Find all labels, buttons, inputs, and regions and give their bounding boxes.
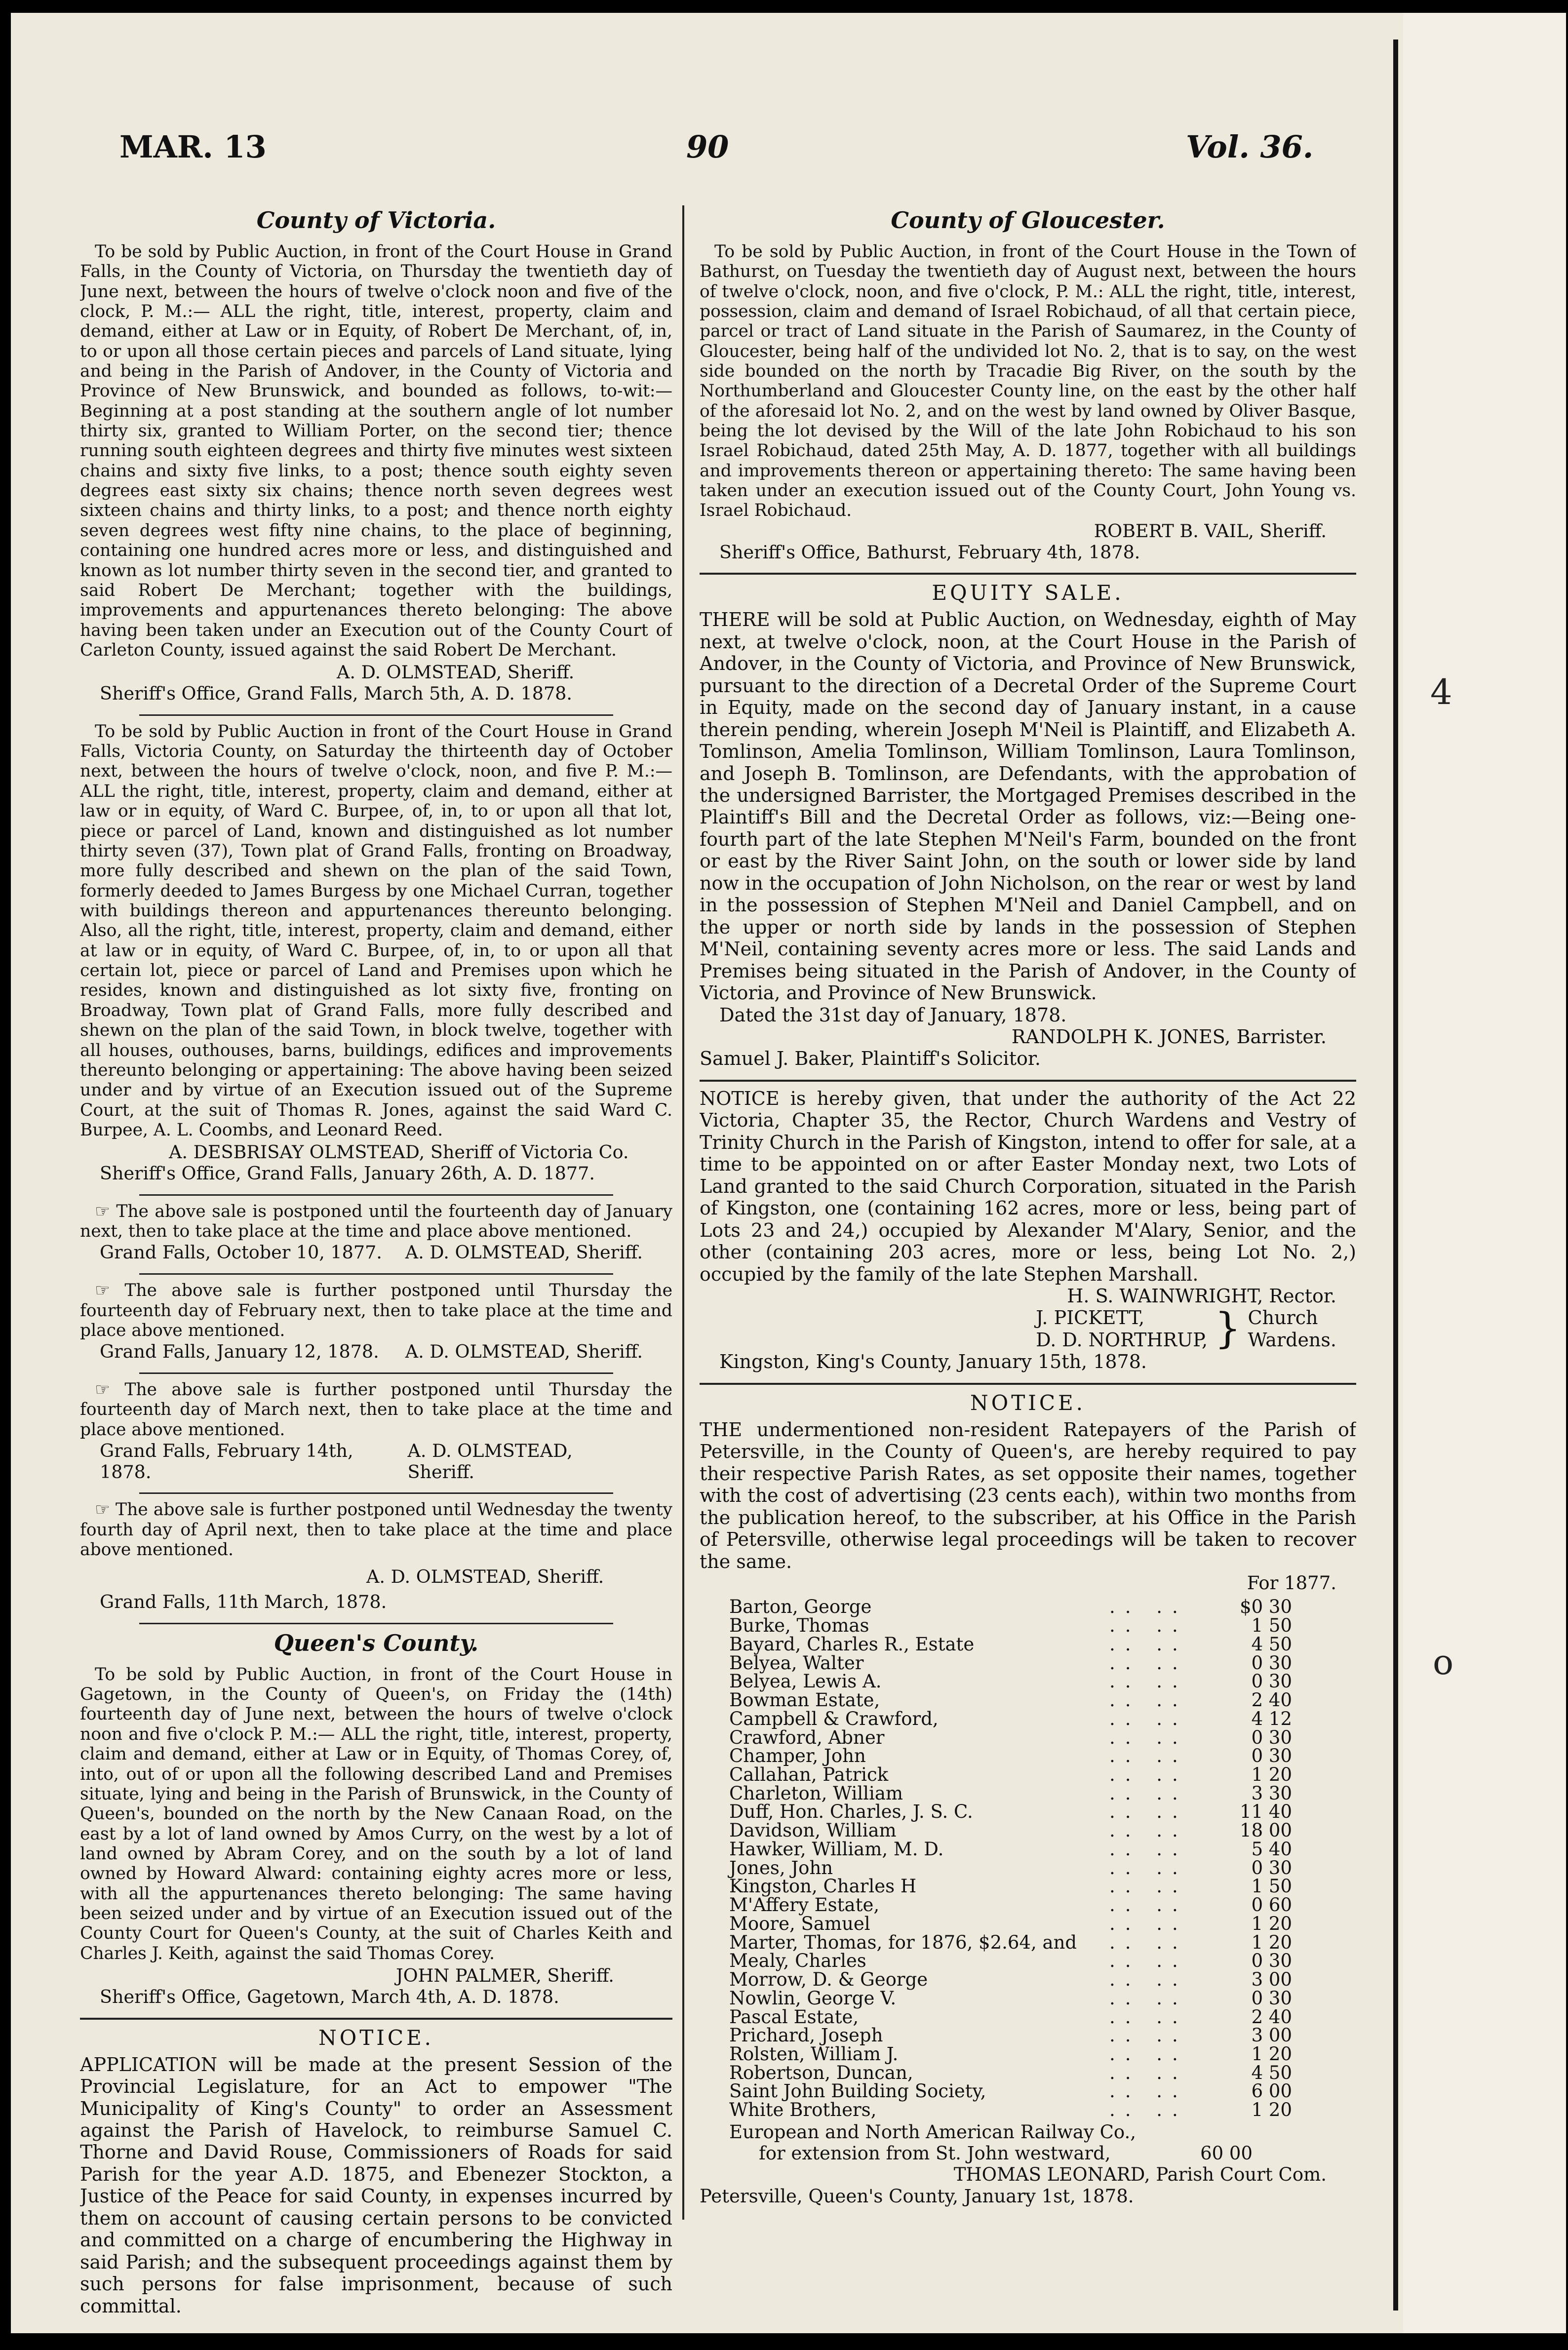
ratepayer-row — [729, 1691, 1292, 1710]
ratepayer-name: Bowman Estate, — [729, 1689, 880, 1711]
sheriff-signature: A. D. OLMSTEAD, Sheriff. — [366, 1566, 604, 1588]
rate-amount: 3 00 — [1251, 2025, 1292, 2046]
rule — [700, 1080, 1356, 1082]
queens-notice — [80, 1665, 672, 2008]
ratepayer-name: Charleton, William — [729, 1782, 903, 1804]
rates-year: For 1877. — [1247, 1572, 1336, 1594]
ratepayer-name: Pascal Estate, — [729, 2006, 859, 2028]
ratepayer-name: Moore, Samuel — [729, 1913, 870, 1934]
leader-dots: .. .. — [1109, 1763, 1188, 1785]
leader-dots: .. .. — [1109, 2006, 1188, 2028]
ratepayer-row — [729, 2026, 1292, 2045]
ratepayer-name: Champer, John — [729, 1745, 866, 1767]
rule — [700, 573, 1356, 575]
rate-amount: 3 00 — [1251, 1969, 1292, 1991]
ratepayer-row — [729, 1616, 1292, 1635]
commissioner-signature: THOMAS LEONARD, Parish Court Com. — [953, 2164, 1327, 2186]
ratepayer-name: M'Affery Estate, — [729, 1894, 880, 1916]
newspaper-page — [11, 13, 1403, 2333]
rate-amount: 0 30 — [1251, 1671, 1292, 1692]
rate-amount: 4 12 — [1251, 1708, 1292, 1729]
ratepayer-row — [729, 1933, 1292, 1952]
sheriff-signature: A. D. OLMSTEAD, Sheriff. — [337, 662, 575, 683]
page-margin — [1403, 13, 1566, 2333]
ratepayer-row — [729, 1896, 1292, 1915]
ratepayer-row — [729, 2082, 1292, 2101]
leader-dots: .. .. — [1109, 1857, 1188, 1879]
margin-rule — [1393, 39, 1398, 2311]
ratepayer-row — [729, 1635, 1292, 1654]
ratepayer-name: Prichard, Joseph — [729, 2025, 883, 2046]
trinity-text: NOTICE is hereby given, that under the authority of the Act 22 Victoria, Chapter 35, the Rector, Church Wardens and Vestry of Trinity Church in the Parish of Kingston, intend to offer for sale, at a time to be appointed on or after Easter Monday next, two Lots of Land granted to the said Church Corporation, situated in the Parish of Kingston, one (containing 162 acres, more or less, being part of Lots 23 and 24,) occupied by Alexander M'Alary, Senior, and the other (containing 203 acres, more or less, being Lot No. 2,) occupied by the family of the late Stephen Marshall. — [700, 1087, 1356, 1285]
ratepayer-row — [729, 1710, 1292, 1728]
postponement-4 — [80, 1500, 672, 1612]
sheriff-signature: A. D. OLMSTEAD, Sheriff. — [405, 1341, 643, 1363]
leader-dots: .. .. — [1109, 2080, 1188, 2102]
queens-title: Queen's County. — [274, 1629, 479, 1656]
ratepayer-name: Davidson, William — [729, 1820, 897, 1841]
trinity-notice — [700, 1088, 1356, 1373]
ratepayer-name: Mealy, Charles — [729, 1950, 866, 1972]
victoria-title: County of Victoria. — [256, 207, 496, 234]
leader-dots: .. .. — [1109, 1726, 1188, 1748]
rate-amount: 4 50 — [1251, 1633, 1292, 1655]
ratepayer-row — [729, 2101, 1292, 2119]
barrister-signature: RANDOLPH K. JONES, Barrister. — [1011, 1025, 1327, 1048]
place-date: Grand Falls, January 12, 1878. — [100, 1341, 379, 1363]
leader-dots: .. .. — [1109, 1633, 1188, 1655]
ratepayer-name: Hawker, William, M. D. — [729, 1838, 944, 1860]
ratepayer-name: Callahan, Patrick — [729, 1763, 889, 1785]
havelock-text: APPLICATION will be made at the present Session of the Provincial Legislature, for an Act to empower "The Municipality of King's County" to order an Assessment against the Parish of Havelock, to reimburse Samuel C. Thorne and David Rouse, Commissioners of Roads for said Parish for the year A.D. 1875, and Ebenezer Stockton, a Justice of the Peace for said County, in expenses incurred by them on account of causing certain persons to be convicted and committed on a charge of encumbering the Highway in said Parish; and the subsequent proceedings against them by such persons for false imprisonment, because of such committal. — [80, 2053, 672, 2317]
leader-dots: .. .. — [1109, 1876, 1188, 1897]
leader-dots: .. .. — [1109, 1931, 1188, 1953]
ratepayer-row — [729, 1784, 1292, 1803]
rate-amount: 2 40 — [1251, 1689, 1292, 1711]
warden-signature: J. PICKETT, — [1036, 1307, 1145, 1329]
railway-amount: 60 00 — [1200, 2143, 1253, 2164]
sheriff-signature: A. DESBRISAY OLMSTEAD, Sheriff of Victoria Co. — [169, 1141, 629, 1163]
rate-amount: 0 30 — [1251, 1745, 1292, 1767]
leader-dots: .. .. — [1109, 1913, 1188, 1934]
ratepayer-row — [729, 1598, 1292, 1616]
rate-amount: 0 60 — [1251, 1894, 1292, 1916]
ratepayer-row — [729, 1840, 1292, 1859]
rule — [700, 1383, 1356, 1385]
leader-dots: .. .. — [1109, 1820, 1188, 1841]
ratepayer-name: Campbell & Crawford, — [729, 1708, 939, 1729]
left-column — [80, 205, 672, 2328]
solicitor-signature: Samuel J. Baker, Plaintiff's Solicitor. — [700, 1048, 1041, 1070]
ratepayer-name: Jones, John — [729, 1857, 833, 1879]
leader-dots: .. .. — [1109, 1708, 1188, 1729]
rule — [139, 1273, 613, 1275]
page-number: 90 — [686, 129, 729, 165]
rate-amount: 1 20 — [1251, 1913, 1292, 1934]
ratepayer-row — [729, 1654, 1292, 1673]
ratepayer-row — [729, 1747, 1292, 1765]
rate-amount: 11 40 — [1240, 1801, 1292, 1823]
leader-dots: .. .. — [1109, 1801, 1188, 1823]
equity-title: EQUITY SALE. — [932, 581, 1124, 605]
leader-dots: .. .. — [1109, 2025, 1188, 2046]
ratepayer-name: Burke, Thomas — [729, 1615, 869, 1637]
rule — [80, 2018, 672, 2020]
railway-line-2: for extension from St. John westward, — [759, 2143, 1111, 2164]
ratepayer-row — [729, 1821, 1292, 1840]
notice-text: To be sold by Public Auction, in front of the Court House in Grand Falls, in the County of Victoria, on Thursday the twentieth day of June next, between the hours of twelve o'clock noon and five of the clock, P. M.:— ALL the right, title, interest, property, claim and demand, either at Law or in Equity, of Robert De Merchant, of, in, to or upon all those certain pieces and parcels of Land situate, lying and being in the Parish of Andover, in the County of Victoria and Province of New Brunswick, and bounded as follows, to-wit:—Beginning at a post standing at the southern angle of lot number thirty six, granted to William Porter, on the second tier; thence running south eighteen degrees and thirty five minutes west sixteen chains and sixty five links, to a post; thence south eighty seven degrees east sixty six chains; thence north seven degrees west sixteen chains and thirty links, to a post; and thence north eighty seven degrees west fifty nine chains, to the place of beginning, containing one hundred acres more or less, and distinguished and known as lot number thirty seven in the second tier, and granted to said Robert De Merchant; together with the buildings, improvements and appurtenances thereto belonging: The above having been taken under an Execution out of the County Court of Carleton County, issued against the said Robert De Merchant. — [80, 241, 672, 660]
postponement-3 — [80, 1380, 672, 1483]
railway-line: European and North American Railway Co., — [729, 2121, 1137, 2143]
leader-dots: .. .. — [1109, 1745, 1188, 1767]
ratepayer-name: Marter, Thomas, for 1876, $2.64, and — [729, 1931, 1077, 1953]
handwritten-mark: o — [1433, 1642, 1454, 1683]
ratepayer-name: Belyea, Lewis A. — [729, 1671, 882, 1692]
rule — [139, 1372, 613, 1374]
rule — [139, 1623, 613, 1624]
leader-dots: .. .. — [1109, 1671, 1188, 1692]
equity-text: THERE will be sold at Public Auction, on Wednesday, eighth of May next, at twelve o'clock, noon, at the Court House in the Parish of Andover, in the County of Victoria, and Province of New Brunswick, pursuant to the direction of a Decretal Order of the Supreme Court in Equity, made on the second day of January instant, in a cause therein pending, wherein Joseph M'Neil is Plaintiff, and Elizabeth A. Tomlinson, Amelia Tomlinson, William Tomlinson, Laura Tomlinson, and Joseph B. Tomlinson, are Defendants, with the approbation of the undersigned Barrister, the Mortgaged Premises described in the Plaintiff's Bill and the Decretal Order as follows, viz:—Being one-fourth part of the late Stephen M'Neil's Farm, bounded on the front or east by the River Saint John, on the south or lower side by land now in the occupation of John Nicholson, on the rear or west by land in the possession of Stephen M'Neil and Daniel Campbell, and on the upper or north side by lands in the possession of Stephen M'Neil, containing seventy acres more or less. The said Lands and Premises being situated in the Parish of Andover, in the County of Victoria, and Province of New Brunswick. — [700, 609, 1356, 1004]
ratepayer-row — [729, 1802, 1292, 1821]
warden-role: Wardens. — [1248, 1329, 1336, 1351]
rate-amount: 3 30 — [1251, 1782, 1292, 1804]
postponement-text: ☞ The above sale is further postponed until Thursday the fourteenth day of March next, then to take place at the time and place above mentioned. — [80, 1379, 672, 1440]
warden-signature: D. D. NORTHRUP, — [1036, 1329, 1208, 1351]
victoria-notice-1 — [80, 242, 672, 705]
leader-dots: .. .. — [1109, 1987, 1188, 2009]
ratepayers-table — [729, 1598, 1292, 2119]
rate-amount: 5 40 — [1251, 1838, 1292, 1860]
notice-text: To be sold by Public Auction, in front of the Court House in Gagetown, in the County of Queen's, on Friday the (14th) fourteenth day of June next, between the hours of twelve o'clock noon and five o'clock P. M.:— ALL the right, title, interest, property, claim and demand, either at Law or in Equity, of Thomas Corey, of, into, out of or upon all the following described Land and Premises situate, lying and being in the Parish of Brunswick, in the County of Queen's, bounded on the north by the New Canaan Road, on the east by a lot of land owned by Amos Curry, on the west by a lot of land owned by Abram Corey, and on the south by a lot of land owned by Howard Alward: containing eighty acres more or less, with all the appurtenances thereto belonging: The same having been seized under and by virtue of an Execution issued out of the County Court for Queen's County, at the suit of Charles Keith and Charles J. Keith, against the said Thomas Corey. — [80, 1664, 672, 1963]
rate-amount: 0 30 — [1251, 1857, 1292, 1879]
rate-amount: 1 20 — [1251, 2043, 1292, 2065]
sheriff-office: Sheriff's Office, Gagetown, March 4th, A. D. 1878. — [100, 1986, 559, 2007]
ratepayer-name: Bayard, Charles R., Estate — [729, 1633, 975, 1655]
equity-dated: Dated the 31st day of January, 1878. — [719, 1004, 1067, 1026]
column-divider — [682, 205, 684, 2220]
leader-dots: .. .. — [1109, 2043, 1188, 2065]
sheriff-signature: A. D. OLMSTEAD, Sheriff. — [405, 1242, 643, 1263]
leader-dots: .. .. — [1109, 1950, 1188, 1972]
ratepayer-name: Belyea, Walter — [729, 1652, 864, 1674]
ratepayer-name: Saint John Building Society, — [729, 2080, 986, 2102]
volume-number: Vol. 36. — [1186, 129, 1314, 165]
leader-dots: .. .. — [1109, 1782, 1188, 1804]
trinity-place: Kingston, King's County, January 15th, 1878. — [719, 1351, 1147, 1373]
ratepayer-row — [729, 2045, 1292, 2064]
ratepayer-name: Kingston, Charles H — [729, 1876, 917, 1897]
rate-amount: 1 20 — [1251, 2099, 1292, 2121]
rate-amount: 0 30 — [1251, 1950, 1292, 1972]
postponement-text: ☞ The above sale is further postponed until Wednesday the twenty fourth day of April next, then to take place at the time and place above mentioned. — [80, 1500, 672, 1560]
ratepayer-row — [729, 1915, 1292, 1933]
ratepayer-name: Rolsten, William J. — [729, 2043, 899, 2065]
rate-amount: 1 20 — [1251, 1931, 1292, 1953]
ratepayer-name: White Brothers, — [729, 2099, 877, 2121]
postponement-text: ☞ The above sale is postponed until the fourteenth day of January next, then to take place at the time and place above mentioned. — [80, 1201, 672, 1242]
handwritten-mark: 4 — [1430, 672, 1452, 712]
victoria-notice-2 — [80, 722, 672, 1184]
sheriff-office: Sheriff's Office, Bathurst, February 4th, 1878. — [719, 541, 1140, 563]
ratepayer-row — [729, 1765, 1292, 1784]
ratepayer-row — [729, 1672, 1292, 1691]
notice-text: To be sold by Public Auction, in front of the Court House in the Town of Bathurst, on Tuesday the twentieth day of August next, between the hours of twelve o'clock, noon, and five o'clock, P. M.: ALL the right, title, interest, possession, claim and demand of Israel Robichaud, of all that certain piece, parcel or tract of Land situate in the Parish of Saumarez, in the County of Gloucester, being half of the undivided lot No. 2, that is to say, on the west side bounded on the north by Tracadie Big River, on the south by the Northumberland and Gloucester County line, on the east by the other half of the aforesaid lot No. 2, and on the west by land owned by Oliver Basque, being the lot devised by the Will of the late John Robichaud to his son Israel Robichaud, dated 25th May, A. D. 1877, together with all buildings and improvements thereon or appertaining thereto: The same having been taken under an execution issued out of the County Court, John Young vs. Israel Robichaud. — [700, 241, 1356, 521]
sheriff-signature: JOHN PALMER, Sheriff. — [396, 1965, 614, 1987]
rule — [139, 714, 613, 716]
leader-dots: .. .. — [1109, 1652, 1188, 1674]
leader-dots: .. .. — [1109, 1689, 1188, 1711]
place-date: Grand Falls, February 14th, 1878. — [100, 1440, 353, 1483]
warden-role: Church — [1248, 1307, 1318, 1329]
leader-dots: .. .. — [1109, 2062, 1188, 2083]
place-date: Grand Falls, October 10, 1877. — [100, 1242, 382, 1263]
gloucester-notice — [700, 242, 1356, 563]
ratepayer-row — [729, 2064, 1292, 2082]
petersville-text: THE undermentioned non-resident Ratepayers of the Parish of Petersville, in the County of Queen's, are hereby required to pay their respective Parish Rates, as set opposite their names, together with the cost of advertising (23 cents each), within two months from the publication hereof, to the subscriber, at his Office in the Parish of Petersville, otherwise legal proceedings will be taken to recover the same. — [700, 1418, 1356, 1572]
postponement-1 — [80, 1202, 672, 1263]
ratepayer-row — [729, 1728, 1292, 1747]
rate-amount: 6 00 — [1251, 2080, 1292, 2102]
leader-dots: .. .. — [1109, 1969, 1188, 1991]
rate-amount: 0 30 — [1251, 1652, 1292, 1674]
rule — [139, 1194, 613, 1196]
petersville-place: Petersville, Queen's County, January 1st, 1878. — [700, 2185, 1134, 2207]
rate-amount: 1 50 — [1251, 1615, 1292, 1637]
rate-amount: 4 50 — [1251, 2062, 1292, 2083]
ratepayer-row — [729, 1989, 1292, 2008]
ratepayer-row — [729, 1877, 1292, 1896]
rate-amount: 0 30 — [1251, 1726, 1292, 1748]
leader-dots: .. .. — [1109, 1838, 1188, 1860]
sheriff-signature: A. D. OLMSTEAD, Sheriff. — [407, 1440, 573, 1483]
notice-text: To be sold by Public Auction in front of the Court House in Grand Falls, Victoria County, on Saturday the thirteenth day of October next, between the hours of twelve o'clock, noon, and five P. M.:— ALL the right, title, interest, property, claim and demand, either at law or in equity, of Ward C. Burpee, of, in, to or upon all that lot, piece or parcel of Land, known and distinguished as lot number thirty seven (37), Town plat of Grand Falls, fronting on Broadway, more fully described and shewn on the plan of the said Town, formerly deeded to James Burgess by one Michael Curran, together with buildings thereon and appurtenances thereunto belonging. Also, all the right, title, interest, property, claim and demand, either at law or in equity, of Ward C. Burpee, of, in, to or upon all that certain lot, piece or parcel of Land and Premises upon which he resides, known and distinguished as lot sixty five, fronting on Broadway, Town plat of Grand Falls, more fully described and shewn on the plan of the said Town, in block twelve, together with all houses, outhouses, barns, buildings, edifices and improvements thereunto belonging or appertaining: The above having been seized under and by virtue of an Execution issued out of the Supreme Court, at the suit of Thomas R. Jones, against the said Ward C. Burpee, A. L. Coombs, and Leonard Reed. — [80, 721, 672, 1140]
ratepayer-row — [729, 1970, 1292, 1989]
rate-amount: 1 50 — [1251, 1876, 1292, 1897]
leader-dots: .. .. — [1109, 1615, 1188, 1637]
rate-amount: 18 00 — [1240, 1820, 1292, 1841]
ratepayer-row — [729, 1952, 1292, 1970]
sheriff-signature: ROBERT B. VAIL, Sheriff. — [1094, 520, 1327, 542]
ratepayer-row — [729, 2008, 1292, 2027]
ratepayer-name: Nowlin, George V. — [729, 1987, 897, 2009]
ratepayer-row — [729, 1859, 1292, 1878]
ratepayer-name: Duff, Hon. Charles, J. S. C. — [729, 1801, 973, 1823]
leader-dots: .. .. — [1109, 1596, 1188, 1618]
leader-dots: .. .. — [1109, 2099, 1188, 2121]
right-column — [700, 205, 1356, 2328]
postponement-2 — [80, 1281, 672, 1363]
ratepayer-name: Barton, George — [729, 1596, 872, 1618]
issue-date: MAR. 13 — [119, 129, 267, 165]
rate-amount: $0 30 — [1240, 1596, 1292, 1618]
sheriff-office: Sheriff's Office, Grand Falls, January 26th, A. D. 1877. — [100, 1163, 595, 1184]
equity-notice — [700, 609, 1356, 1070]
rule — [139, 1492, 613, 1494]
postponement-text: ☞ The above sale is further postponed until Thursday the fourteenth day of February next, then to take place at the time and place above mentioned. — [80, 1281, 672, 1340]
place-date: Grand Falls, 11th March, 1878. — [100, 1591, 387, 1613]
petersville-title: NOTICE. — [970, 1390, 1086, 1415]
rector-signature: H. S. WAINWRIGHT, Rector. — [1067, 1285, 1336, 1307]
ratepayer-name: Robertson, Duncan, — [729, 2062, 913, 2083]
sheriff-office: Sheriff's Office, Grand Falls, March 5th, A. D. 1878. — [100, 683, 573, 705]
ratepayer-name: Crawford, Abner — [729, 1726, 885, 1748]
havelock-title: NOTICE. — [318, 2025, 434, 2050]
rate-amount: 2 40 — [1251, 2006, 1292, 2028]
leader-dots: .. .. — [1109, 1894, 1188, 1916]
gloucester-title: County of Gloucester. — [891, 207, 1165, 234]
brace: } — [1215, 1304, 1241, 1353]
rate-amount: 0 30 — [1251, 1987, 1292, 2009]
rate-amount: 1 20 — [1251, 1763, 1292, 1785]
ratepayer-name: Morrow, D. & George — [729, 1969, 928, 1991]
